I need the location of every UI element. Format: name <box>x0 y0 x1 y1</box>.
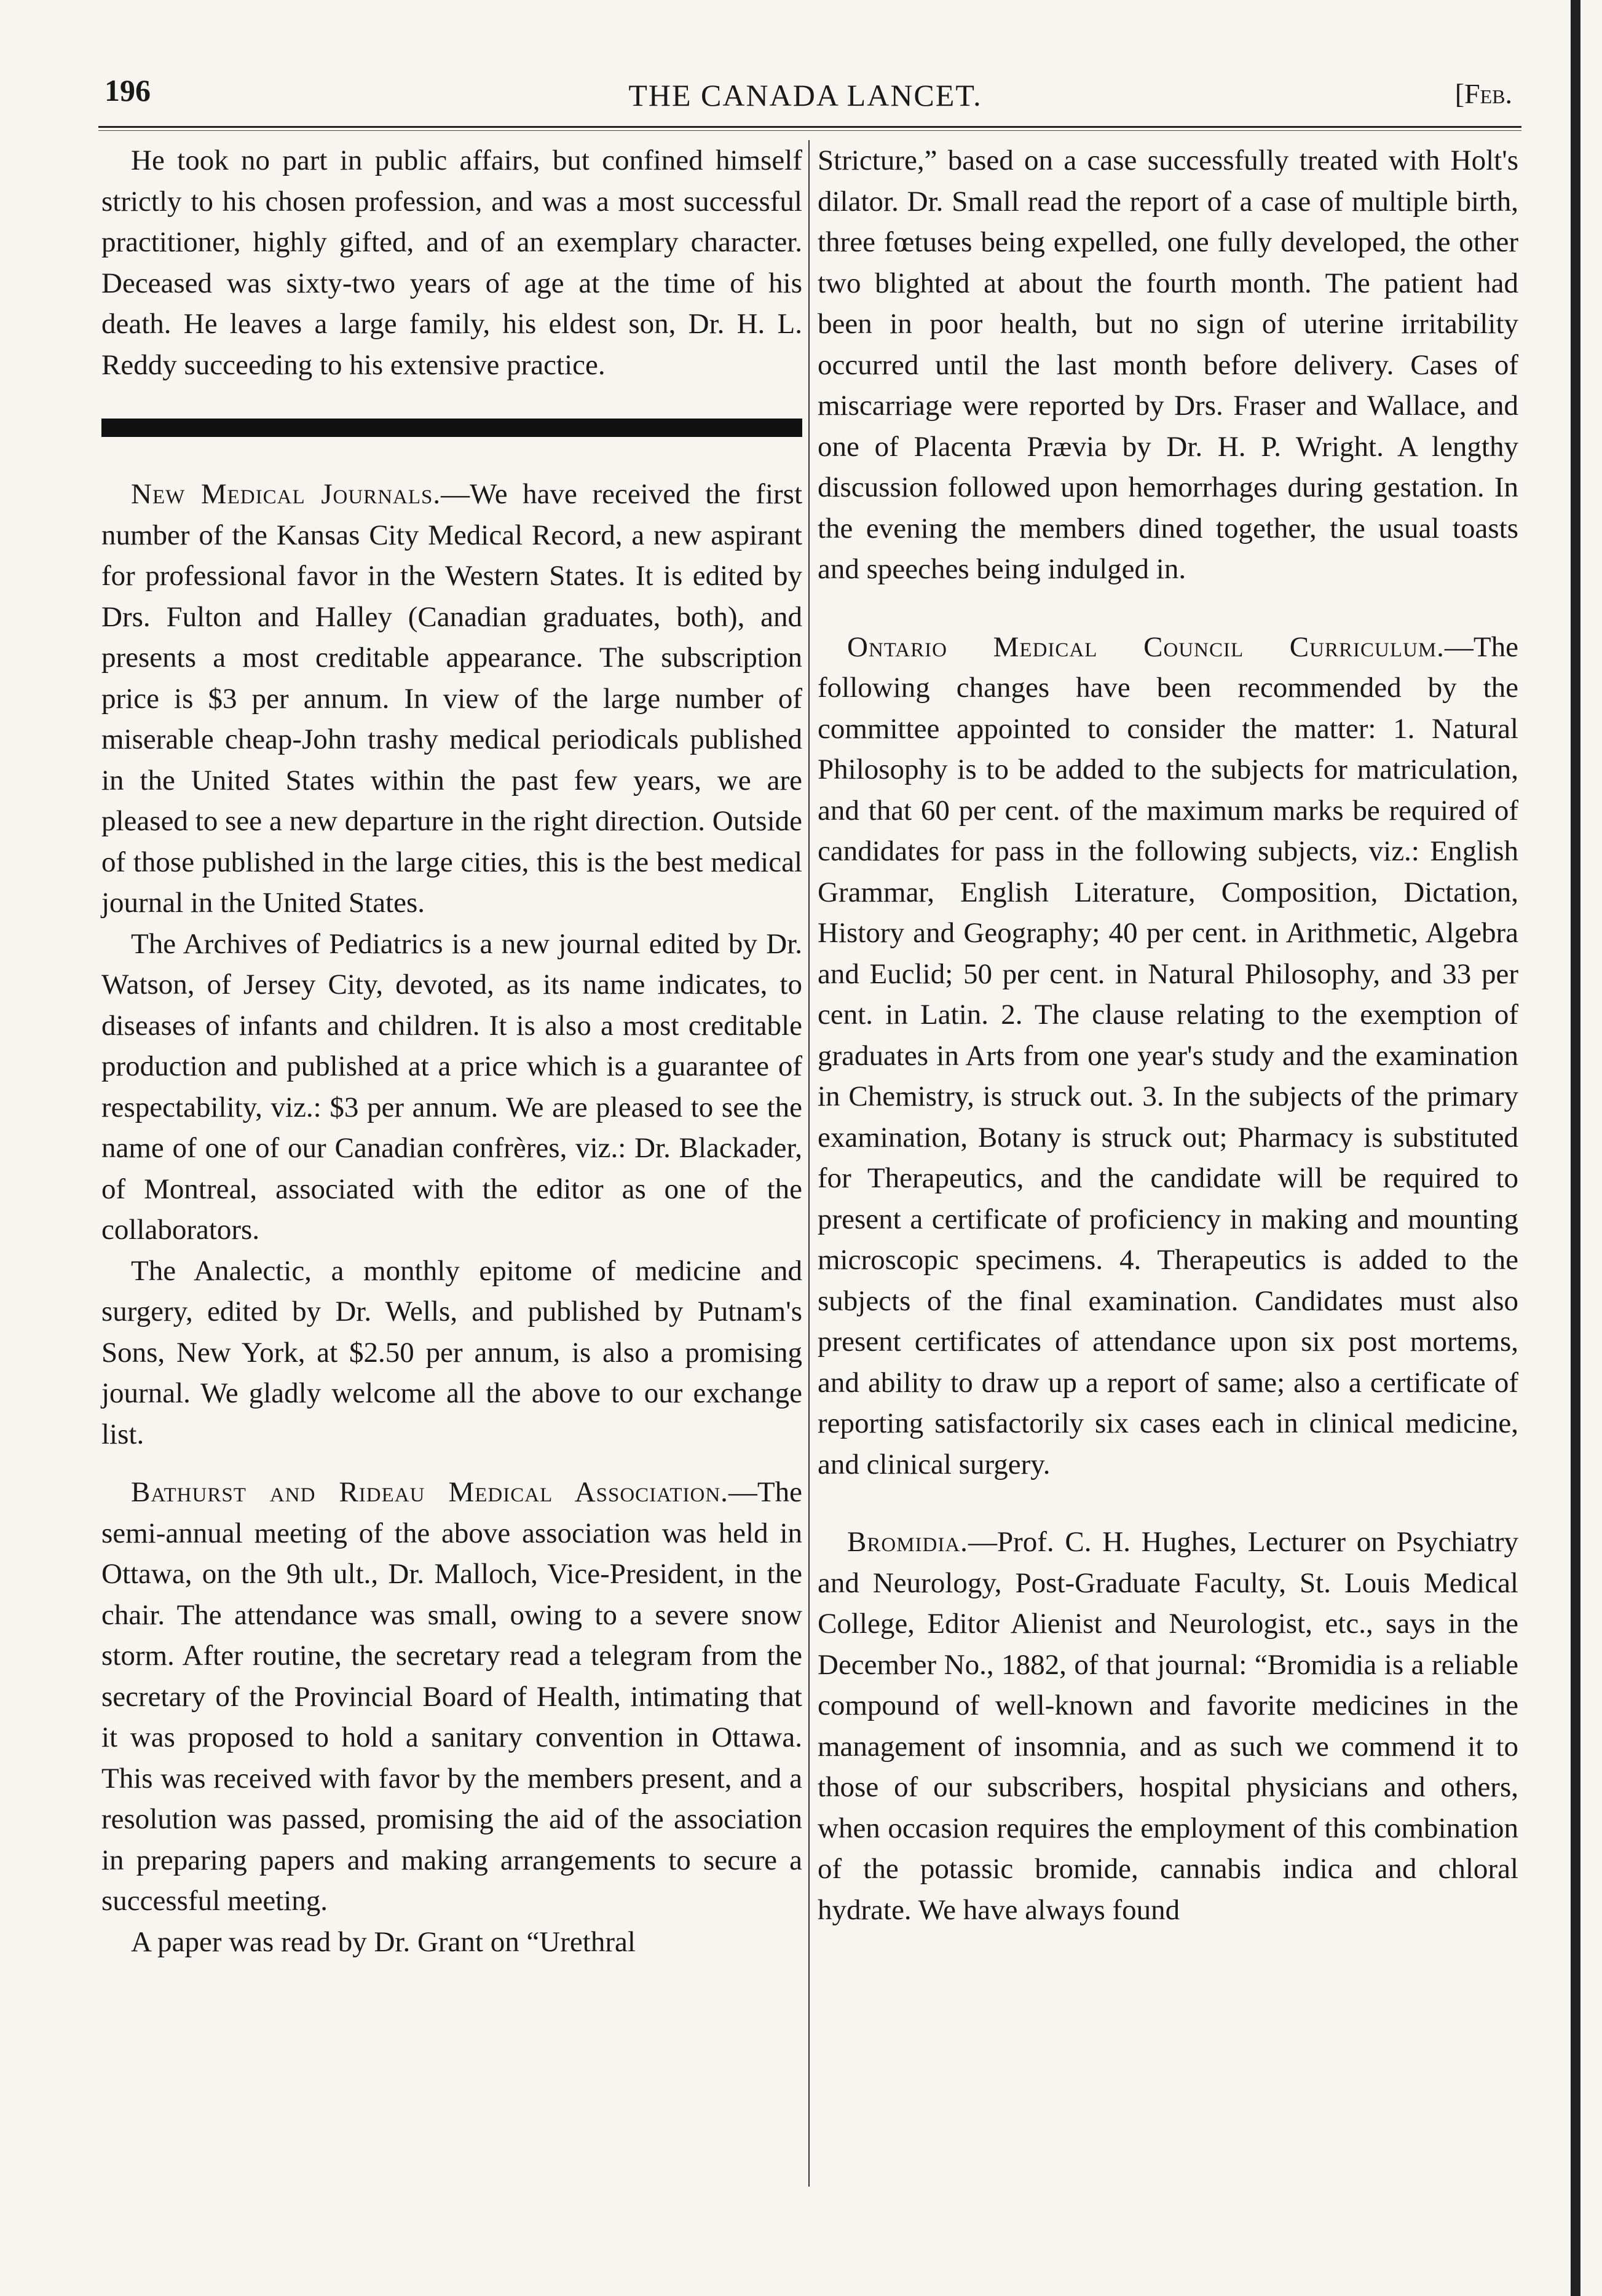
running-title: THE CANADA LANCET. <box>628 78 982 112</box>
section-heading-ontario: Ontario Medical Council Curriculum. <box>847 631 1445 663</box>
new-journals-paragraph <box>101 474 802 924</box>
header-rule-thin <box>98 130 1521 131</box>
section-heading-new-journals: New Medical Journals. <box>131 478 441 510</box>
spacer <box>818 590 1518 627</box>
continued-paragraph: Stricture,” based on a case successfully treated with Holt's dilator. Dr. Small read the report of a case of multiple birth, three fœtuses being expelled, one fully developed, the other two blighted at about the fourth month. The patient had been in poor health, but no sign of uterine irritability occurred until the last month before delivery. Cases of miscarriage were reported by Drs. Fraser and Wallace, and one of Placenta Prævia by Dr. H. P. Wright. A lengthy discussion followed upon hemorrhages during gestation. In the evening the members dined together, the usual toasts and speeches being indulged in. <box>818 144 1518 585</box>
analectic-paragraph: The Analectic, a monthly epitome of medicine and surgery, edited by Dr. Wells, and published by Putnam's Sons, New York, at $2.50 per annum, is also a promising journal. We gladly welcome all the above to our exchange list. <box>101 1254 802 1450</box>
obituary-paragraph: He took no part in public affairs, but confined himself strictly to his chosen profession, and was a most successful practitioner, highly gifted, and of an exemplary character. Deceased was sixty-two years of age at the time of his death. He leaves a large family, his eldest son, Dr. H. L. Reddy succeeding to his extensive practice. <box>101 144 802 381</box>
left-column <box>101 140 802 1962</box>
ontario-text: —The following changes have been recommended by the committee appointed to consider the matter: 1. Natural Philosophy is to be added to the subjects for matriculation, and that 60 per cent. of the maximum marks be required of candidates for pass in the following subjects, viz.: English Grammar, English Literature, Composition, Dictation, History and Geography; 40 per cent. in Arithmetic, Algebra and Euclid; 50 per cent. in Natural Philosophy, and 33 per cent. in Latin. 2. The clause relating to the exemption of graduates in Arts from one year's study and the examination in Chemistry, is struck out. 3. In the subjects of the primary examination, Botany is struck out; Pharmacy is substituted for Therapeutics, and the candidate will be required to present a certificate of proficiency in making and mounting microscopic specimens. 4. Therapeutics is added to the subjects of the final examination. Candidates must also present certificates of attendance upon six post mortems, and ability to draw up a report of same; also a certificate of reporting satisfactorily six cases each in clinical medicine, and clinical surgery. <box>818 631 1518 1480</box>
archives-paragraph: The Archives of Pediatrics is a new journal edited by Dr. Watson, of Jersey City, devoted, as its name indicates, to diseases of infants and children. It is also a most creditable production and published at a price which is a guarantee of respectability, viz.: $3 per annum. We are pleased to see the name of one of our Canadian confrères, viz.: Dr. Blackader, of Montreal, associated with the editor as one of the collaborators. <box>101 927 802 1246</box>
header-rule <box>98 126 1521 128</box>
ontario-paragraph <box>818 627 1518 1485</box>
bromidia-paragraph <box>818 1522 1518 1930</box>
spacer <box>818 1485 1518 1522</box>
new-journals-text: —We have received the first number of the Kansas City Medical Record, a new aspirant for professional favor in the Western States. It is edited by Drs. Fulton and Halley (Canadian graduates, both), and presents a most creditable appearance. The subscription price is $3 per annum. In view of the large number of miserable cheap-John trashy medical periodicals published in the United States within the past few years, we are pleased to see a new departure in the right direction. Outside of those published in the large cities, this is the best medical journal in the United States. <box>101 478 803 919</box>
column-rule <box>808 140 810 2187</box>
page-number: 196 <box>105 73 151 108</box>
paper-paragraph: A paper was read by Dr. Grant on “Urethral <box>131 1925 636 1958</box>
bromidia-text: —Prof. C. H. Hughes, Lecturer on Psychiatry and Neurology, Post-Graduate Faculty, St. Louis Medical College, Editor Alienist and Neurologist, etc., says in the December No., 1882, of that journal: “Bromidia is a reliable compound of well-known and favorite medicines in the management of insomnia, and as such we commend it to those of our subscribers, hospital physicians and others, when occasion requires the employment of this combination of the potassic bromide, cannabis indica and chloral hydrate. We have always found <box>818 1526 1518 1926</box>
page-edge-shadow <box>1571 0 1580 2296</box>
section-divider <box>101 419 802 437</box>
section-heading-bathurst: Bathurst and Rideau Medical Association. <box>131 1476 728 1508</box>
bathurst-paragraph <box>101 1472 802 1922</box>
right-column <box>818 140 1518 1930</box>
spacer <box>101 1455 802 1472</box>
section-heading-bromidia: Bromidia. <box>847 1526 968 1558</box>
running-month: [Feb. <box>1454 78 1512 109</box>
page-header <box>98 73 1512 122</box>
bathurst-text: —The semi-annual meeting of the above association was held in Ottawa, on the 9th ult., Dr. Malloch, Vice-President, in the chair. The attendance was small, owing to a severe snow storm. After routine, the secretary read a telegram from the secretary of the Provincial Board of Health, intimating that it was proposed to hold a sanitary convention in Ottawa. This was received with favor by the members present, and a resolution was passed, promising the aid of the association in preparing papers and making arrangements to secure a successful meeting. <box>101 1476 802 1917</box>
